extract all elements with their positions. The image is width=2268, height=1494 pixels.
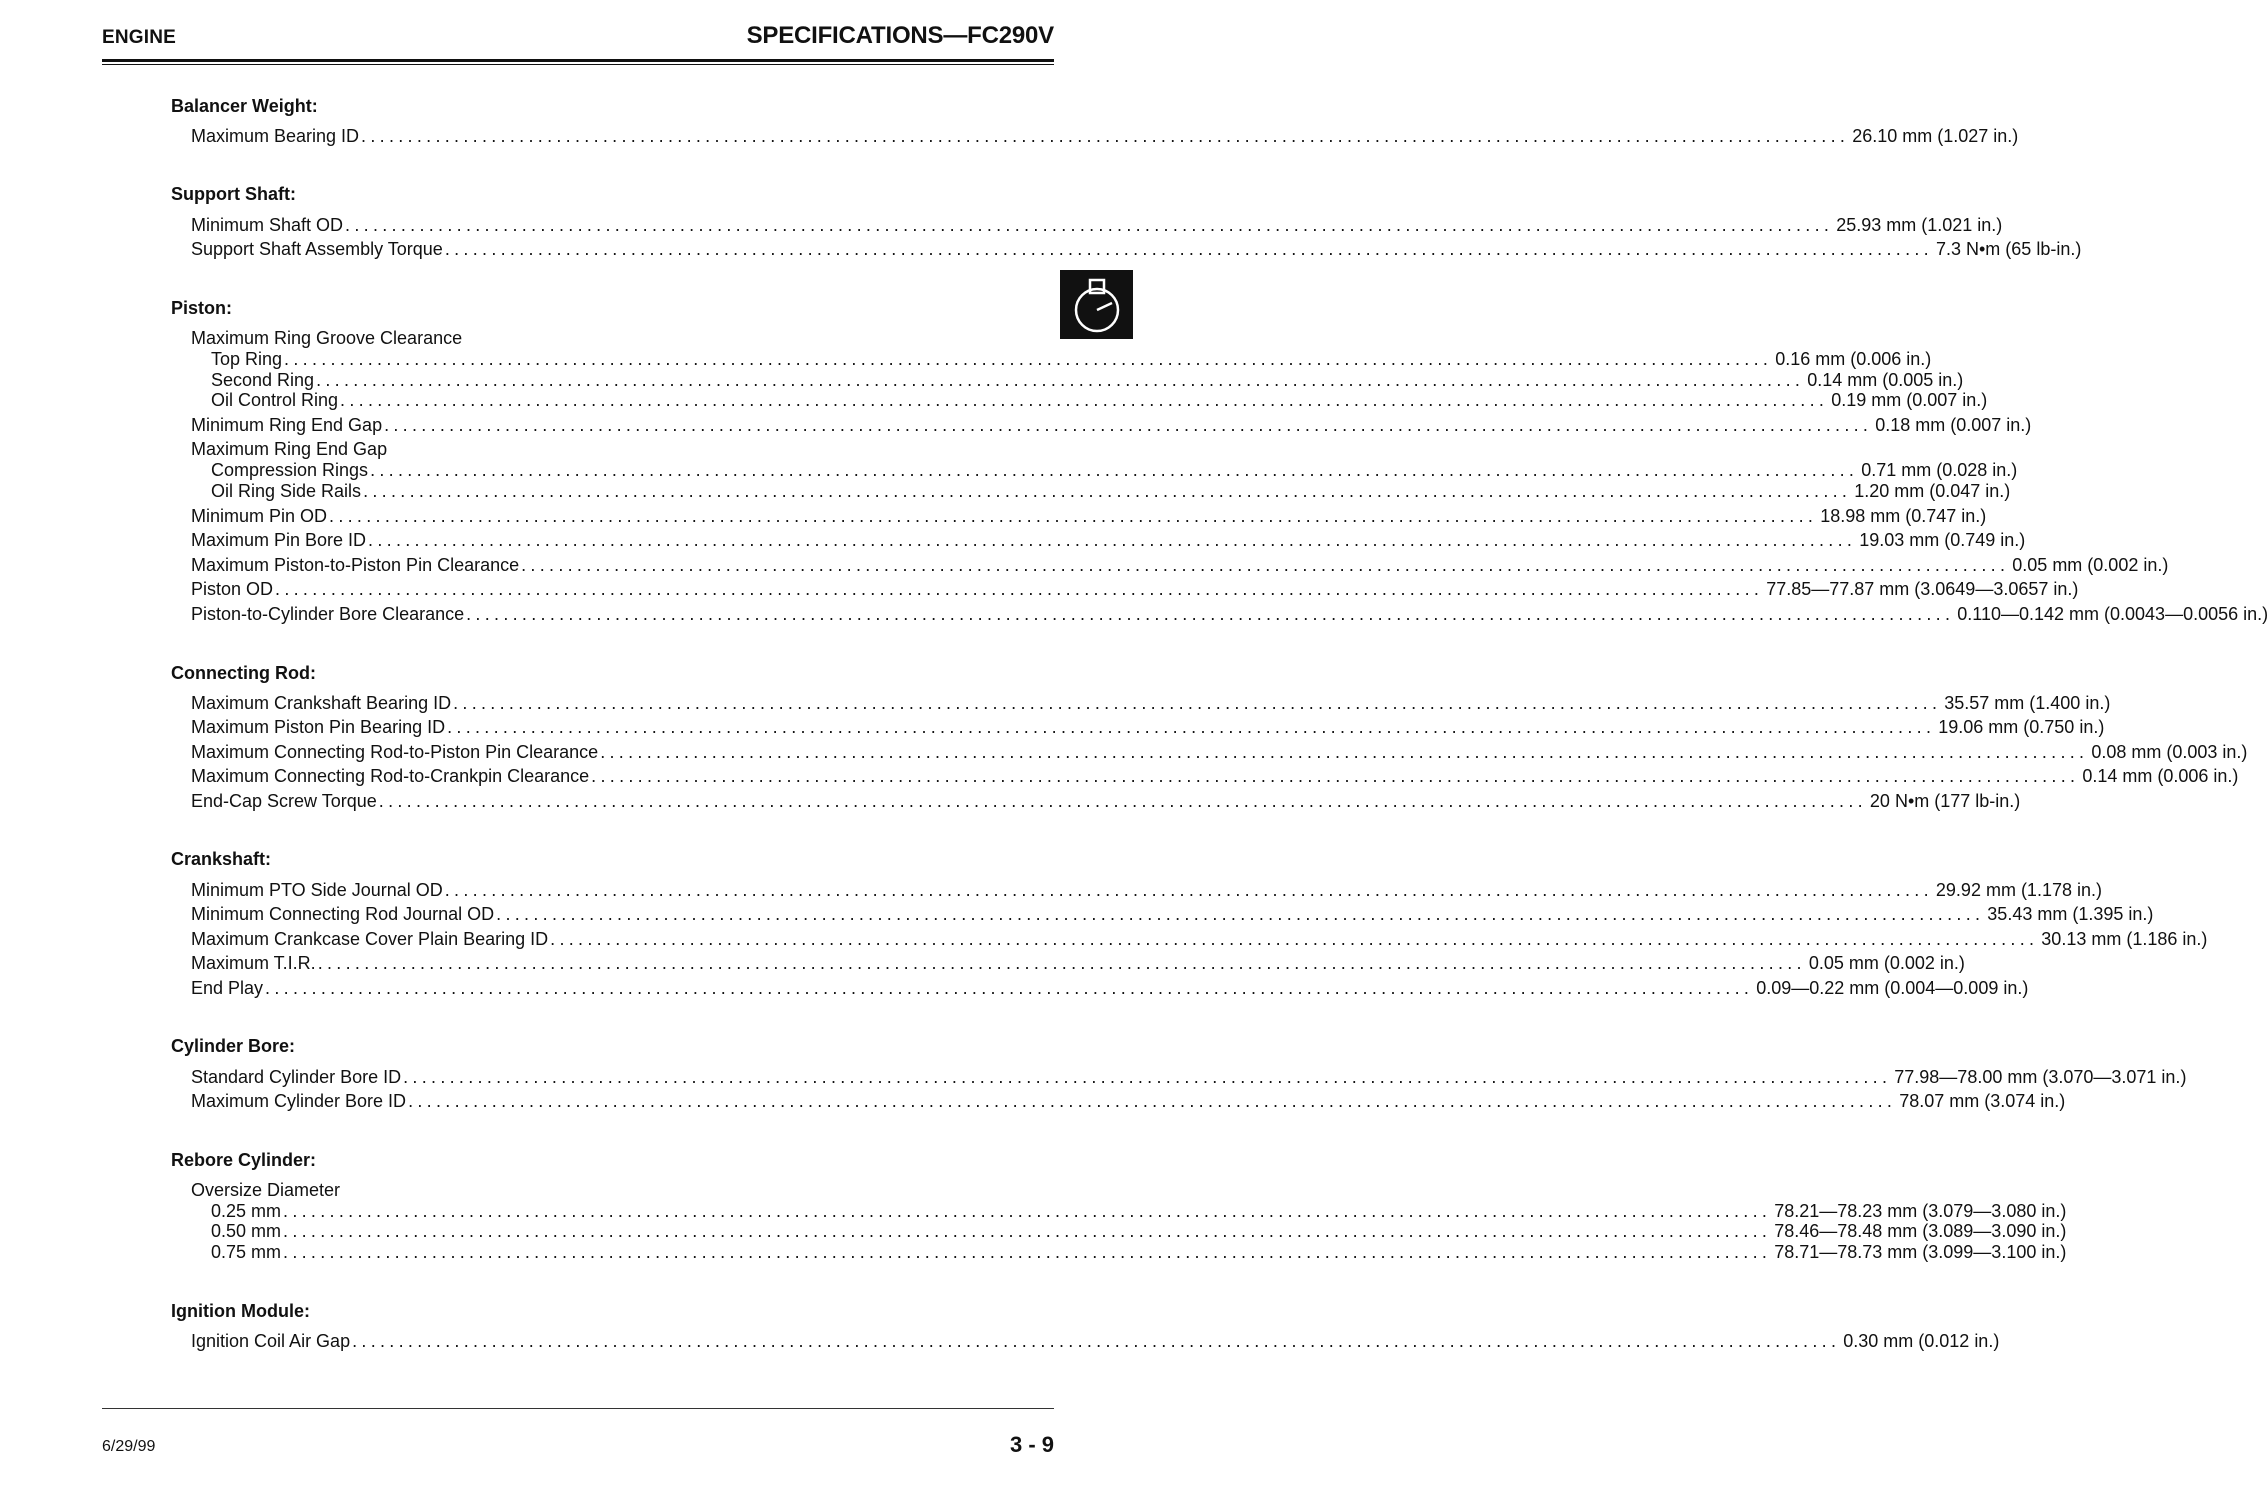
dot-leader: ................................................................................................................................................................ bbox=[550, 929, 2039, 949]
dot-leader: ................................................................................................................................................................ bbox=[316, 370, 1805, 390]
dot-leader: ................................................................................................................................................................ bbox=[444, 880, 1933, 900]
spec-value: 0.16 mm (0.006 in.) bbox=[1775, 349, 1932, 369]
spec-label: Maximum Piston Pin Bearing ID bbox=[191, 717, 446, 737]
spec-value: 0.18 mm (0.007 in.) bbox=[1875, 415, 2032, 435]
spec-label: End Play bbox=[191, 978, 264, 998]
spec-value: 0.05 mm (0.002 in.) bbox=[2012, 555, 2169, 575]
dot-leader: ................................................................................................................................................................ bbox=[408, 1091, 1897, 1111]
spec-label: Maximum Crankcase Cover Plain Bearing ID bbox=[191, 929, 549, 949]
spec-label: 0.50 mm bbox=[211, 1221, 282, 1241]
section-title-ignition-module: Ignition Module: bbox=[171, 1301, 310, 1321]
spec-value: 0.71 mm (0.028 in.) bbox=[1861, 460, 2018, 480]
dot-leader: ................................................................................................................................................................ bbox=[265, 978, 1754, 998]
spec-label: Maximum Crankshaft Bearing ID bbox=[191, 693, 452, 713]
dot-leader: ................................................................................................................................................................ bbox=[453, 693, 1942, 713]
spec-row bbox=[191, 978, 2029, 1000]
spec-row bbox=[191, 953, 1965, 975]
spec-value: 25.93 mm (1.021 in.) bbox=[1836, 215, 2003, 235]
spec-row bbox=[211, 481, 2011, 501]
header-rule-thick bbox=[102, 59, 1054, 62]
dot-leader: ................................................................................................................................................................ bbox=[361, 126, 1850, 146]
spec-label: End-Cap Screw Torque bbox=[191, 791, 377, 811]
dot-leader: ................................................................................................................................................................ bbox=[591, 766, 2080, 786]
spec-row bbox=[191, 555, 2169, 577]
section-title-connecting-rod: Connecting Rod: bbox=[171, 663, 316, 683]
spec-value: 0.05 mm (0.002 in.) bbox=[1808, 953, 1965, 973]
spec-row bbox=[191, 215, 2003, 237]
spec-label: 0.75 mm bbox=[211, 1242, 282, 1262]
spec-row bbox=[191, 506, 1987, 528]
dot-leader: ................................................................................................................................................................ bbox=[600, 742, 2089, 762]
spec-label: Compression Rings bbox=[211, 460, 369, 480]
spec-label: Minimum Pin OD bbox=[191, 506, 328, 526]
section-title-balancer-weight: Balancer Weight: bbox=[171, 96, 318, 116]
spec-value: 30.13 mm (1.186 in.) bbox=[2041, 929, 2208, 949]
spec-value: 0.19 mm (0.007 in.) bbox=[1831, 390, 1988, 410]
dot-leader: ................................................................................................................................................................ bbox=[283, 1221, 1772, 1241]
spec-row bbox=[191, 530, 2026, 552]
spec-label: Maximum Cylinder Bore ID bbox=[191, 1091, 407, 1111]
dot-leader: ................................................................................................................................................................ bbox=[370, 460, 1859, 480]
spec-value: 0.14 mm (0.006 in.) bbox=[2082, 766, 2239, 786]
spec-value: 0.30 mm (0.012 in.) bbox=[1843, 1331, 2000, 1351]
spec-value: 18.98 mm (0.747 in.) bbox=[1820, 506, 1987, 526]
engine-tab-icon bbox=[1060, 270, 1133, 339]
spec-label: Piston OD bbox=[191, 579, 274, 599]
spec-row bbox=[191, 579, 2079, 601]
spec-label: Maximum Connecting Rod-to-Piston Pin Clearance bbox=[191, 742, 599, 762]
dot-leader: ................................................................................................................................................................ bbox=[466, 604, 1955, 624]
spec-label: Minimum Ring End Gap bbox=[191, 415, 383, 435]
spec-row bbox=[211, 1201, 2067, 1221]
page-title: SPECIFICATIONS—FC290V bbox=[746, 22, 1054, 49]
dot-leader: ................................................................................................................................................................ bbox=[283, 1201, 1772, 1221]
spec-label: Oil Control Ring bbox=[211, 390, 339, 410]
spec-row bbox=[191, 1091, 2066, 1113]
dot-leader: ................................................................................................................................................................ bbox=[317, 953, 1806, 973]
spec-label: Ignition Coil Air Gap bbox=[191, 1331, 351, 1351]
spec-value: 1.20 mm (0.047 in.) bbox=[1854, 481, 2011, 501]
section-title-crankshaft: Crankshaft: bbox=[171, 849, 272, 869]
spec-row bbox=[191, 929, 2208, 951]
spec-row bbox=[191, 717, 2105, 739]
spec-group-label: Oversize Diameter bbox=[191, 1180, 341, 1200]
spec-row bbox=[191, 604, 2268, 626]
spec-row bbox=[191, 239, 2082, 261]
spec-value: 19.06 mm (0.750 in.) bbox=[1938, 717, 2105, 737]
dot-leader: ................................................................................................................................................................ bbox=[283, 1242, 1772, 1262]
spec-value: 78.21—78.23 mm (3.079—3.080 in.) bbox=[1774, 1201, 2067, 1221]
spec-value: 7.3 N•m (65 lb-in.) bbox=[1935, 239, 2082, 259]
spec-value: 35.43 mm (1.395 in.) bbox=[1987, 904, 2154, 924]
spec-row bbox=[191, 766, 2239, 788]
spec-label: Maximum Bearing ID bbox=[191, 126, 360, 146]
spec-row bbox=[211, 460, 2018, 480]
spec-value: 0.08 mm (0.003 in.) bbox=[2091, 742, 2248, 762]
spec-label: 0.25 mm bbox=[211, 1201, 282, 1221]
spec-value: 77.98—78.00 mm (3.070—3.071 in.) bbox=[1894, 1067, 2187, 1087]
spec-value: 19.03 mm (0.749 in.) bbox=[1859, 530, 2026, 550]
spec-value: 26.10 mm (1.027 in.) bbox=[1852, 126, 2019, 146]
spec-row bbox=[211, 349, 1932, 369]
dot-leader: ................................................................................................................................................................ bbox=[340, 390, 1829, 410]
spec-row bbox=[191, 880, 2102, 902]
spec-row bbox=[211, 390, 1988, 410]
dot-leader: ................................................................................................................................................................ bbox=[352, 1331, 1841, 1351]
dot-leader: ................................................................................................................................................................ bbox=[521, 555, 2010, 575]
spec-row bbox=[211, 370, 1964, 390]
spec-group-label: Maximum Ring End Gap bbox=[191, 439, 388, 459]
spec-value: 0.14 mm (0.005 in.) bbox=[1807, 370, 1964, 390]
dot-leader: ................................................................................................................................................................ bbox=[345, 215, 1834, 235]
spec-row bbox=[191, 904, 2154, 926]
dot-leader: ................................................................................................................................................................ bbox=[275, 579, 1764, 599]
spec-label: Minimum Shaft OD bbox=[191, 215, 344, 235]
dot-leader: ................................................................................................................................................................ bbox=[403, 1067, 1892, 1087]
spec-label: Maximum Piston-to-Piston Pin Clearance bbox=[191, 555, 520, 575]
spec-label: Maximum Connecting Rod-to-Crankpin Clearance bbox=[191, 766, 590, 786]
dot-leader: ................................................................................................................................................................ bbox=[496, 904, 1985, 924]
spec-label: Second Ring bbox=[211, 370, 315, 390]
section-title-support-shaft: Support Shaft: bbox=[171, 184, 296, 204]
spec-group-label: Maximum Ring Groove Clearance bbox=[191, 328, 463, 348]
dot-leader: ................................................................................................................................................................ bbox=[284, 349, 1773, 369]
dot-leader: ................................................................................................................................................................ bbox=[384, 415, 1873, 435]
spec-label: Maximum T.I.R. bbox=[191, 953, 316, 973]
spec-label: Standard Cylinder Bore ID bbox=[191, 1067, 402, 1087]
chapter-label: ENGINE bbox=[102, 27, 177, 48]
spec-row bbox=[191, 1331, 2000, 1353]
spec-value: 0.09—0.22 mm (0.004—0.009 in.) bbox=[1756, 978, 2029, 998]
spec-row bbox=[191, 693, 2111, 715]
spec-row bbox=[191, 742, 2248, 764]
spec-row bbox=[191, 1067, 2187, 1089]
dot-leader: ................................................................................................................................................................ bbox=[329, 506, 1818, 526]
spec-row bbox=[211, 1242, 2067, 1262]
spec-value: 35.57 mm (1.400 in.) bbox=[1944, 693, 2111, 713]
revision-date: 6/29/99 bbox=[102, 1438, 156, 1455]
spec-label: Oil Ring Side Rails bbox=[211, 481, 362, 501]
spec-label: Minimum Connecting Rod Journal OD bbox=[191, 904, 495, 924]
dot-leader: ................................................................................................................................................................ bbox=[363, 481, 1852, 501]
spec-row bbox=[211, 1221, 2067, 1241]
spec-value: 20 N•m (177 lb-in.) bbox=[1869, 791, 2021, 811]
spec-row bbox=[191, 415, 2032, 437]
dot-leader: ................................................................................................................................................................ bbox=[378, 791, 1867, 811]
spec-value: 78.07 mm (3.074 in.) bbox=[1899, 1091, 2066, 1111]
spec-row bbox=[191, 126, 2019, 148]
spec-label: Top Ring bbox=[211, 349, 283, 369]
section-title-rebore-cylinder: Rebore Cylinder: bbox=[171, 1150, 317, 1170]
spec-value: 78.46—78.48 mm (3.089—3.090 in.) bbox=[1774, 1221, 2067, 1241]
spec-value: 0.110—0.142 mm (0.0043—0.0056 in.) bbox=[1957, 604, 2268, 624]
spec-value: 78.71—78.73 mm (3.099—3.100 in.) bbox=[1774, 1242, 2067, 1262]
spec-label: Piston-to-Cylinder Bore Clearance bbox=[191, 604, 465, 624]
dot-leader: ................................................................................................................................................................ bbox=[444, 239, 1933, 259]
spec-row bbox=[191, 791, 2021, 813]
spec-value: 29.92 mm (1.178 in.) bbox=[1935, 880, 2102, 900]
dot-leader: ................................................................................................................................................................ bbox=[447, 717, 1936, 737]
header-rule-thin bbox=[102, 64, 1054, 65]
page-number: 3 - 9 bbox=[1009, 1432, 1054, 1457]
spec-label: Minimum PTO Side Journal OD bbox=[191, 880, 443, 900]
spec-label: Support Shaft Assembly Torque bbox=[191, 239, 443, 259]
spec-label: Maximum Pin Bore ID bbox=[191, 530, 367, 550]
dot-leader: ................................................................................................................................................................ bbox=[368, 530, 1857, 550]
spec-value: 77.85—77.87 mm (3.0649—3.0657 in.) bbox=[1766, 579, 2079, 599]
section-title-piston: Piston: bbox=[171, 298, 232, 318]
section-title-cylinder-bore: Cylinder Bore: bbox=[171, 1036, 296, 1056]
footer-rule bbox=[102, 1408, 1054, 1409]
